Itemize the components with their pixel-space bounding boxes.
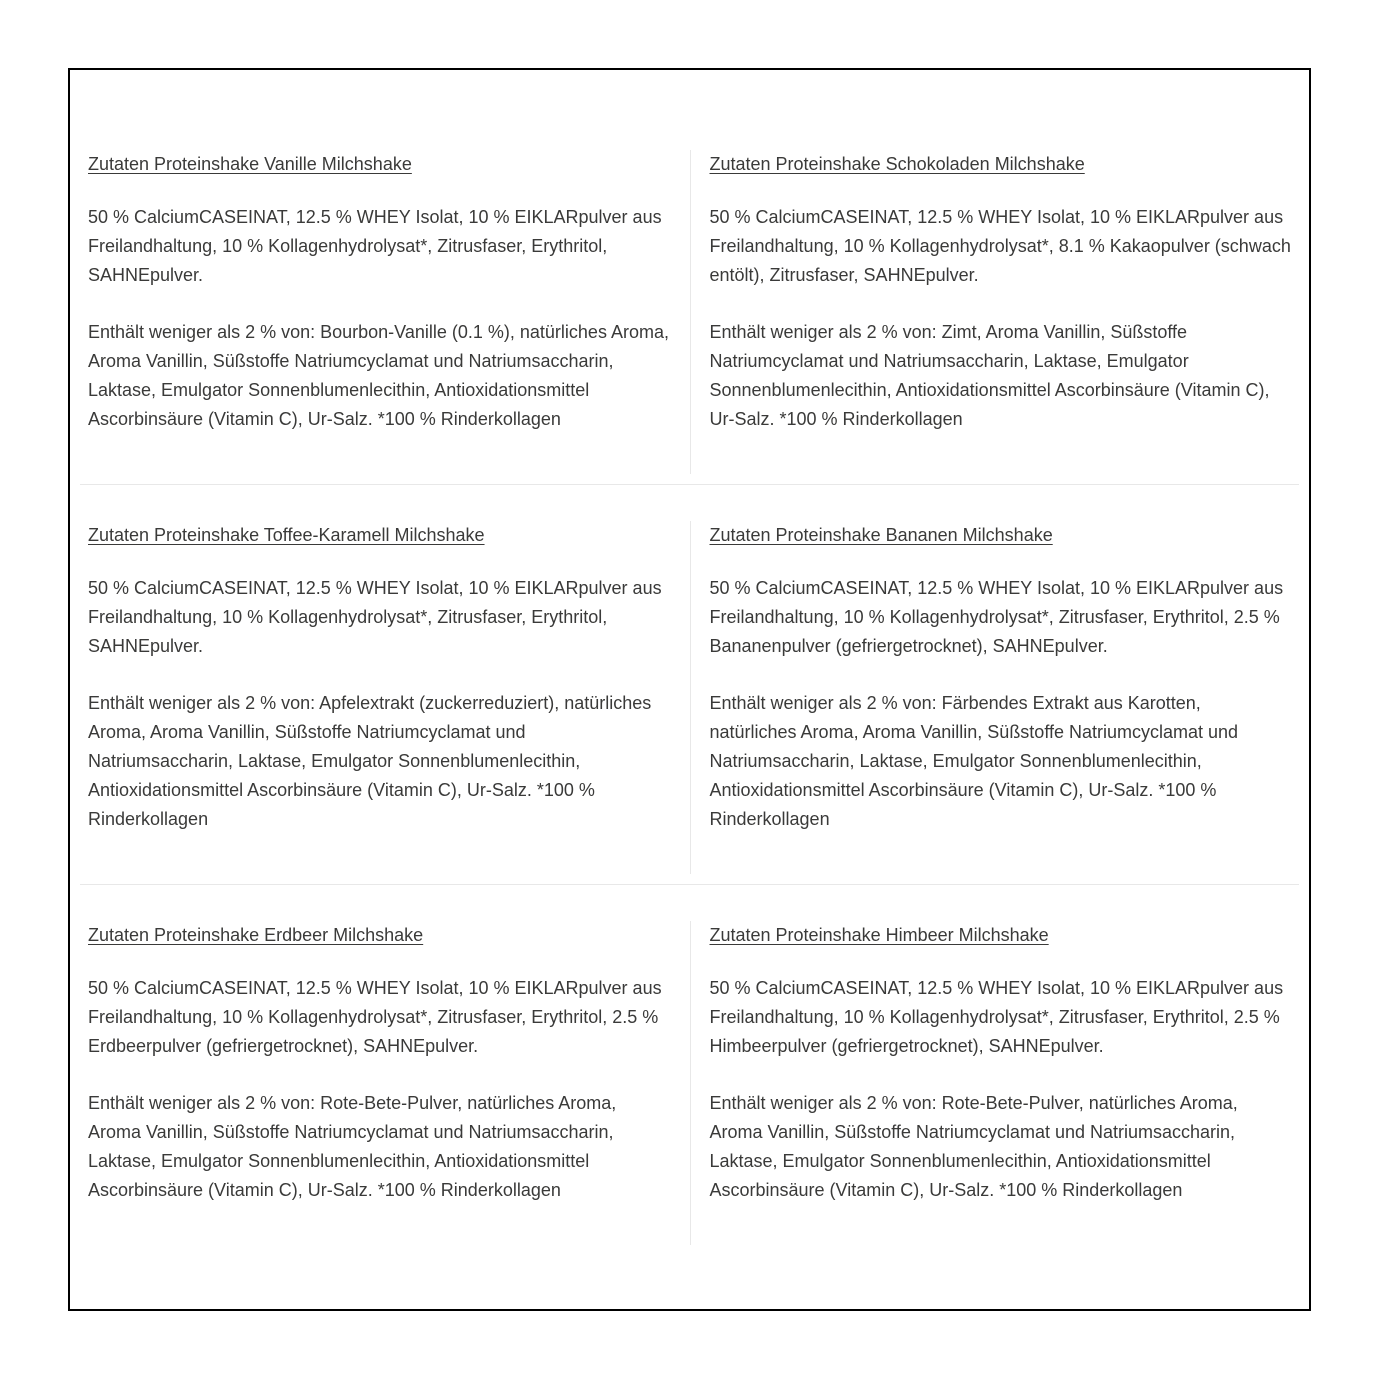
composition-paragraph: 50 % CalciumCASEINAT, 12.5 % WHEY Isolat, 10 % EIKLARpulver aus Freilandhaltung, 10 % Kollagenhydrolysat*, Zitrusfaser, Erythritol, SAHNEpulver. — [88, 207, 662, 285]
ingredients-row-1 — [80, 114, 1299, 484]
composition-paragraph: 50 % CalciumCASEINAT, 12.5 % WHEY Isolat, 10 % EIKLARpulver aus Freilandhaltung, 10 % Kollagenhydrolysat*, Zitrusfaser, Erythritol, 2.5 % Bananenpulver (gefriergetrocknet), SAHNEpulver. — [709, 578, 1284, 656]
composition-paragraph: 50 % CalciumCASEINAT, 12.5 % WHEY Isolat, 10 % EIKLARpulver aus Freilandhaltung, 10 % Kollagenhydrolysat*, Zitrusfaser, Erythritol, SAHNEpulver. — [88, 578, 662, 656]
ingredient-section-himbeer — [690, 921, 1300, 1245]
section-title-vanille: Zutaten Proteinshake Vanille Milchshake — [88, 154, 412, 174]
minor-ingredients-paragraph: Enthält weniger als 2 % von: Rote-Bete-Pulver, natürliches Aroma, Aroma Vanillin, Süßstoffe Natriumcyclamat und Natriumsaccharin, Laktase, Emulgator Sonnenblumenlecithin, Antioxidationsmittel Ascorbinsäure (Vitamin C), Ur-Salz. *100 % Rinderkollagen — [709, 1093, 1238, 1200]
composition-paragraph: 50 % CalciumCASEINAT, 12.5 % WHEY Isolat, 10 % EIKLARpulver aus Freilandhaltung, 10 % Kollagenhydrolysat*, Zitrusfaser, Erythritol, 2.5 % Erdbeerpulver (gefriergetrocknet), SAHNEpulver. — [88, 978, 662, 1056]
composition-paragraph: 50 % CalciumCASEINAT, 12.5 % WHEY Isolat, 10 % EIKLARpulver aus Freilandhaltung, 10 % Kollagenhydrolysat*, 8.1 % Kakaopulver (schwach entölt), Zitrusfaser, SAHNEpulver. — [709, 207, 1291, 285]
minor-ingredients-paragraph: Enthält weniger als 2 % von: Bourbon-Vanille (0.1 %), natürliches Aroma, Aroma Vanillin, Süßstoffe Natriumcyclamat und Natriumsaccharin, Laktase, Emulgator Sonnenblumenlecithin, Antioxidationsmittel Ascorbinsäure (Vitamin C), Ur-Salz. *100 % Rinderkollagen — [88, 322, 669, 429]
ingredient-section-bananen — [690, 521, 1300, 874]
section-title-toffee-karamell: Zutaten Proteinshake Toffee-Karamell Milchshake — [88, 525, 485, 545]
section-title-erdbeer: Zutaten Proteinshake Erdbeer Milchshake — [88, 925, 424, 945]
section-title-schokoladen: Zutaten Proteinshake Schokoladen Milchshake — [709, 154, 1085, 174]
minor-ingredients-paragraph: Enthält weniger als 2 % von: Apfelextrakt (zuckerreduziert), natürliches Aroma, Aroma Vanillin, Süßstoffe Natriumcyclamat und Natriumsaccharin, Laktase, Emulgator Sonnenblumenlecithin, Antioxidationsmittel Ascorbinsäure (Vitamin C), Ur-Salz. *100 % Rinderkollagen — [88, 693, 652, 829]
section-title-bananen: Zutaten Proteinshake Bananen Milchshake — [709, 525, 1053, 545]
ingredients-row-3 — [80, 884, 1299, 1255]
minor-ingredients-paragraph: Enthält weniger als 2 % von: Färbendes Extrakt aus Karotten, natürliches Aroma, Aroma Vanillin, Süßstoffe Natriumcyclamat und Natriumsaccharin, Laktase, Emulgator Sonnenblumenlecithin, Antioxidationsmittel Ascorbinsäure (Vitamin C), Ur-Salz. *100 % Rinderkollagen — [709, 693, 1239, 829]
composition-paragraph: 50 % CalciumCASEINAT, 12.5 % WHEY Isolat, 10 % EIKLARpulver aus Freilandhaltung, 10 % Kollagenhydrolysat*, Zitrusfaser, Erythritol, 2.5 % Himbeerpulver (gefriergetrocknet), SAHNEpulver. — [709, 978, 1284, 1056]
ingredients-row-2 — [80, 484, 1299, 884]
minor-ingredients-paragraph: Enthält weniger als 2 % von: Rote-Bete-Pulver, natürliches Aroma, Aroma Vanillin, Süßstoffe Natriumcyclamat und Natriumsaccharin, Laktase, Emulgator Sonnenblumenlecithin, Antioxidationsmittel Ascorbinsäure (Vitamin C), Ur-Salz. *100 % Rinderkollagen — [88, 1093, 617, 1200]
ingredient-section-toffee-karamell — [80, 521, 690, 874]
ingredient-section-schokoladen — [690, 150, 1300, 474]
ingredient-section-vanille — [80, 150, 690, 474]
ingredient-section-erdbeer — [80, 921, 690, 1245]
section-title-himbeer: Zutaten Proteinshake Himbeer Milchshake — [709, 925, 1049, 945]
minor-ingredients-paragraph: Enthält weniger als 2 % von: Zimt, Aroma Vanillin, Süßstoffe Natriumcyclamat und Natriumsaccharin, Laktase, Emulgator Sonnenblumenlecithin, Antioxidationsmittel Ascorbinsäure (Vitamin C), Ur-Salz. *100 % Rinderkollagen — [709, 322, 1270, 429]
ingredients-panel — [68, 68, 1311, 1311]
